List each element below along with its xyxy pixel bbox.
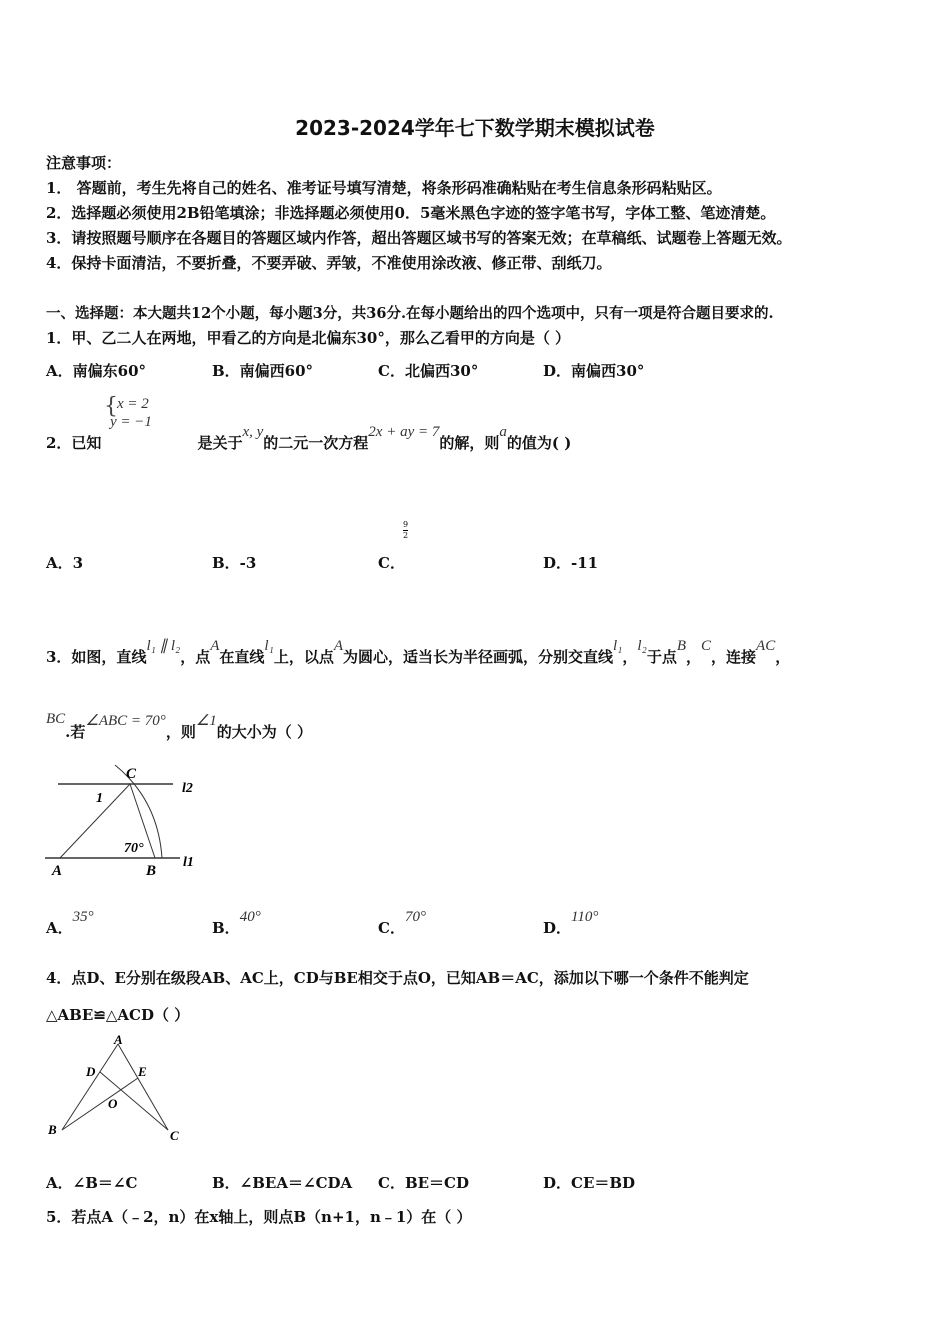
q2-option-d: D．-11 [543,554,599,572]
page-title: 2023-2024学年七下数学期末模拟试卷 [295,116,655,140]
math: BC [46,711,66,727]
label-l1: l1 [183,855,194,870]
q3-line2 [46,711,313,742]
math: C [701,638,712,654]
label-b: B [146,863,157,879]
q3-option-a [46,909,94,938]
q3-option-c [378,909,426,938]
text: 的二元一次方程 [263,434,369,452]
q4-option-a: A．∠B＝∠C [46,1174,138,1192]
math: l₁ ∥ l₂ [146,638,181,654]
label-70: 70° [124,841,144,856]
math-a: a [499,424,507,440]
q1-stem: 1．甲、乙二人在两地，甲看乙的方向是北偏东30°，那么乙看甲的方向是（ ） [46,329,571,347]
q3-option-d [543,909,599,938]
text: 上，以点 [273,648,334,666]
text: 的大小为（ ） [216,723,313,741]
notice-item: 3．请按照题号顺序在各题目的答题区域内作答，超出答题区域书写的答案无效；在草稿纸、试题卷上答题无效。 [46,229,792,247]
fraction [403,520,408,541]
label-a: A [114,1032,123,1047]
text: ， [686,648,702,666]
label-c: C [126,766,137,782]
text: 2．已知 [46,434,102,452]
text: 3．如图，直线 [46,648,147,666]
q4-option-d: D．CE＝BD [543,1174,636,1192]
label-a: A [52,863,63,879]
system-eq-2: y = −1 [110,414,152,430]
text: .若 [65,723,86,741]
q4-option-b: B．∠BEA＝∠CDA [212,1174,353,1192]
text: ，点 [180,648,211,666]
math: l₂ [637,638,647,654]
text: C． [378,919,405,937]
math: l₁ [613,638,623,654]
label-b: B [48,1122,57,1137]
math: 35° [72,909,94,925]
math-equation: 2x + ay = 7 [368,424,440,440]
text: ，连接 [711,648,757,666]
notice-item: 2．选择题必须使用2B铅笔填涂；非选择题必须使用0．5毫米黑色字迹的签字笔书写，字体工整、笔迹清楚。 [46,204,776,222]
label-e: E [138,1064,147,1079]
q4-option-c: C．BE＝CD [378,1174,469,1192]
q4-line1: 4．点D、E分别在级段AB、AC上，CD与BE相交于点O，已知AB＝AC，添加以下哪一个条件不能判定 [46,969,749,987]
q3-figure [40,760,220,880]
text: 的解，则 [439,434,500,452]
q2-stem [46,424,572,453]
q3-option-b [212,909,261,938]
q1-option-b: B．南偏西60° [212,362,314,380]
q1-option-a: A．南偏东60° [46,362,147,380]
text: ， [622,648,638,666]
math: 110° [571,909,599,925]
q4-figure [40,1032,190,1147]
text: B． [212,919,240,937]
math: ∠1 [195,713,217,729]
notice-item: 1． 答题前，考生先将自己的姓名、准考证号填写清楚，将条形码准确粘贴在考生信息条形码粘贴区。 [46,179,722,197]
q4-line2: △ABE≌△ACD（ ） [46,1006,190,1024]
text: A． [46,919,73,937]
text: 的值为( ) [506,434,572,452]
q2-option-b: B．-3 [212,554,257,572]
denominator: 2 [403,531,409,540]
math-vars: x, y [242,424,264,440]
text: D． [543,919,572,937]
math: 40° [239,909,261,925]
q1-option-c: C．北偏西30° [378,362,479,380]
q2-option-c: C． [378,554,405,572]
brace-icon: { [104,394,118,419]
text: ， [775,648,791,666]
label-angle-1: 1 [96,791,103,806]
math: 70° [404,909,426,925]
q1-option-d: D．南偏西30° [543,362,645,380]
label-c: C [170,1128,179,1143]
math: l₁ [264,638,274,654]
math: A [333,638,343,654]
math: AC [756,638,776,654]
math: B [676,638,686,654]
text: 在直线 [219,648,265,666]
text: 是关于 [197,434,243,452]
label-l2: l2 [182,781,193,796]
q2-option-a: A．3 [46,554,84,572]
math: ∠ABC = 70° [85,713,166,729]
q5-stem: 5．若点A（﹣2，n）在x轴上，则点B（n+1，n﹣1）在（ ） [46,1208,472,1226]
notice-heading: 注意事项： [46,154,122,172]
numerator: 9 [403,520,409,529]
label-d: D [86,1064,96,1079]
system-eq-1: x = 2 [117,396,149,412]
math: A [210,638,220,654]
notice-item: 4．保持卡面清洁，不要折叠，不要弄破、弄皱，不准使用涂改液、修正带、刮纸刀。 [46,254,612,272]
label-o: O [108,1096,118,1111]
section-heading: 一、选择题：本大题共12个小题，每小题3分，共36分.在每小题给出的四个选项中，只有一项是符合题目要求的. [46,305,774,322]
text: ，则 [165,723,196,741]
text: 为圆心，适当长为半径画弧，分别交直线 [343,648,614,666]
q3-line1 [46,638,791,667]
text: 于点 [646,648,677,666]
